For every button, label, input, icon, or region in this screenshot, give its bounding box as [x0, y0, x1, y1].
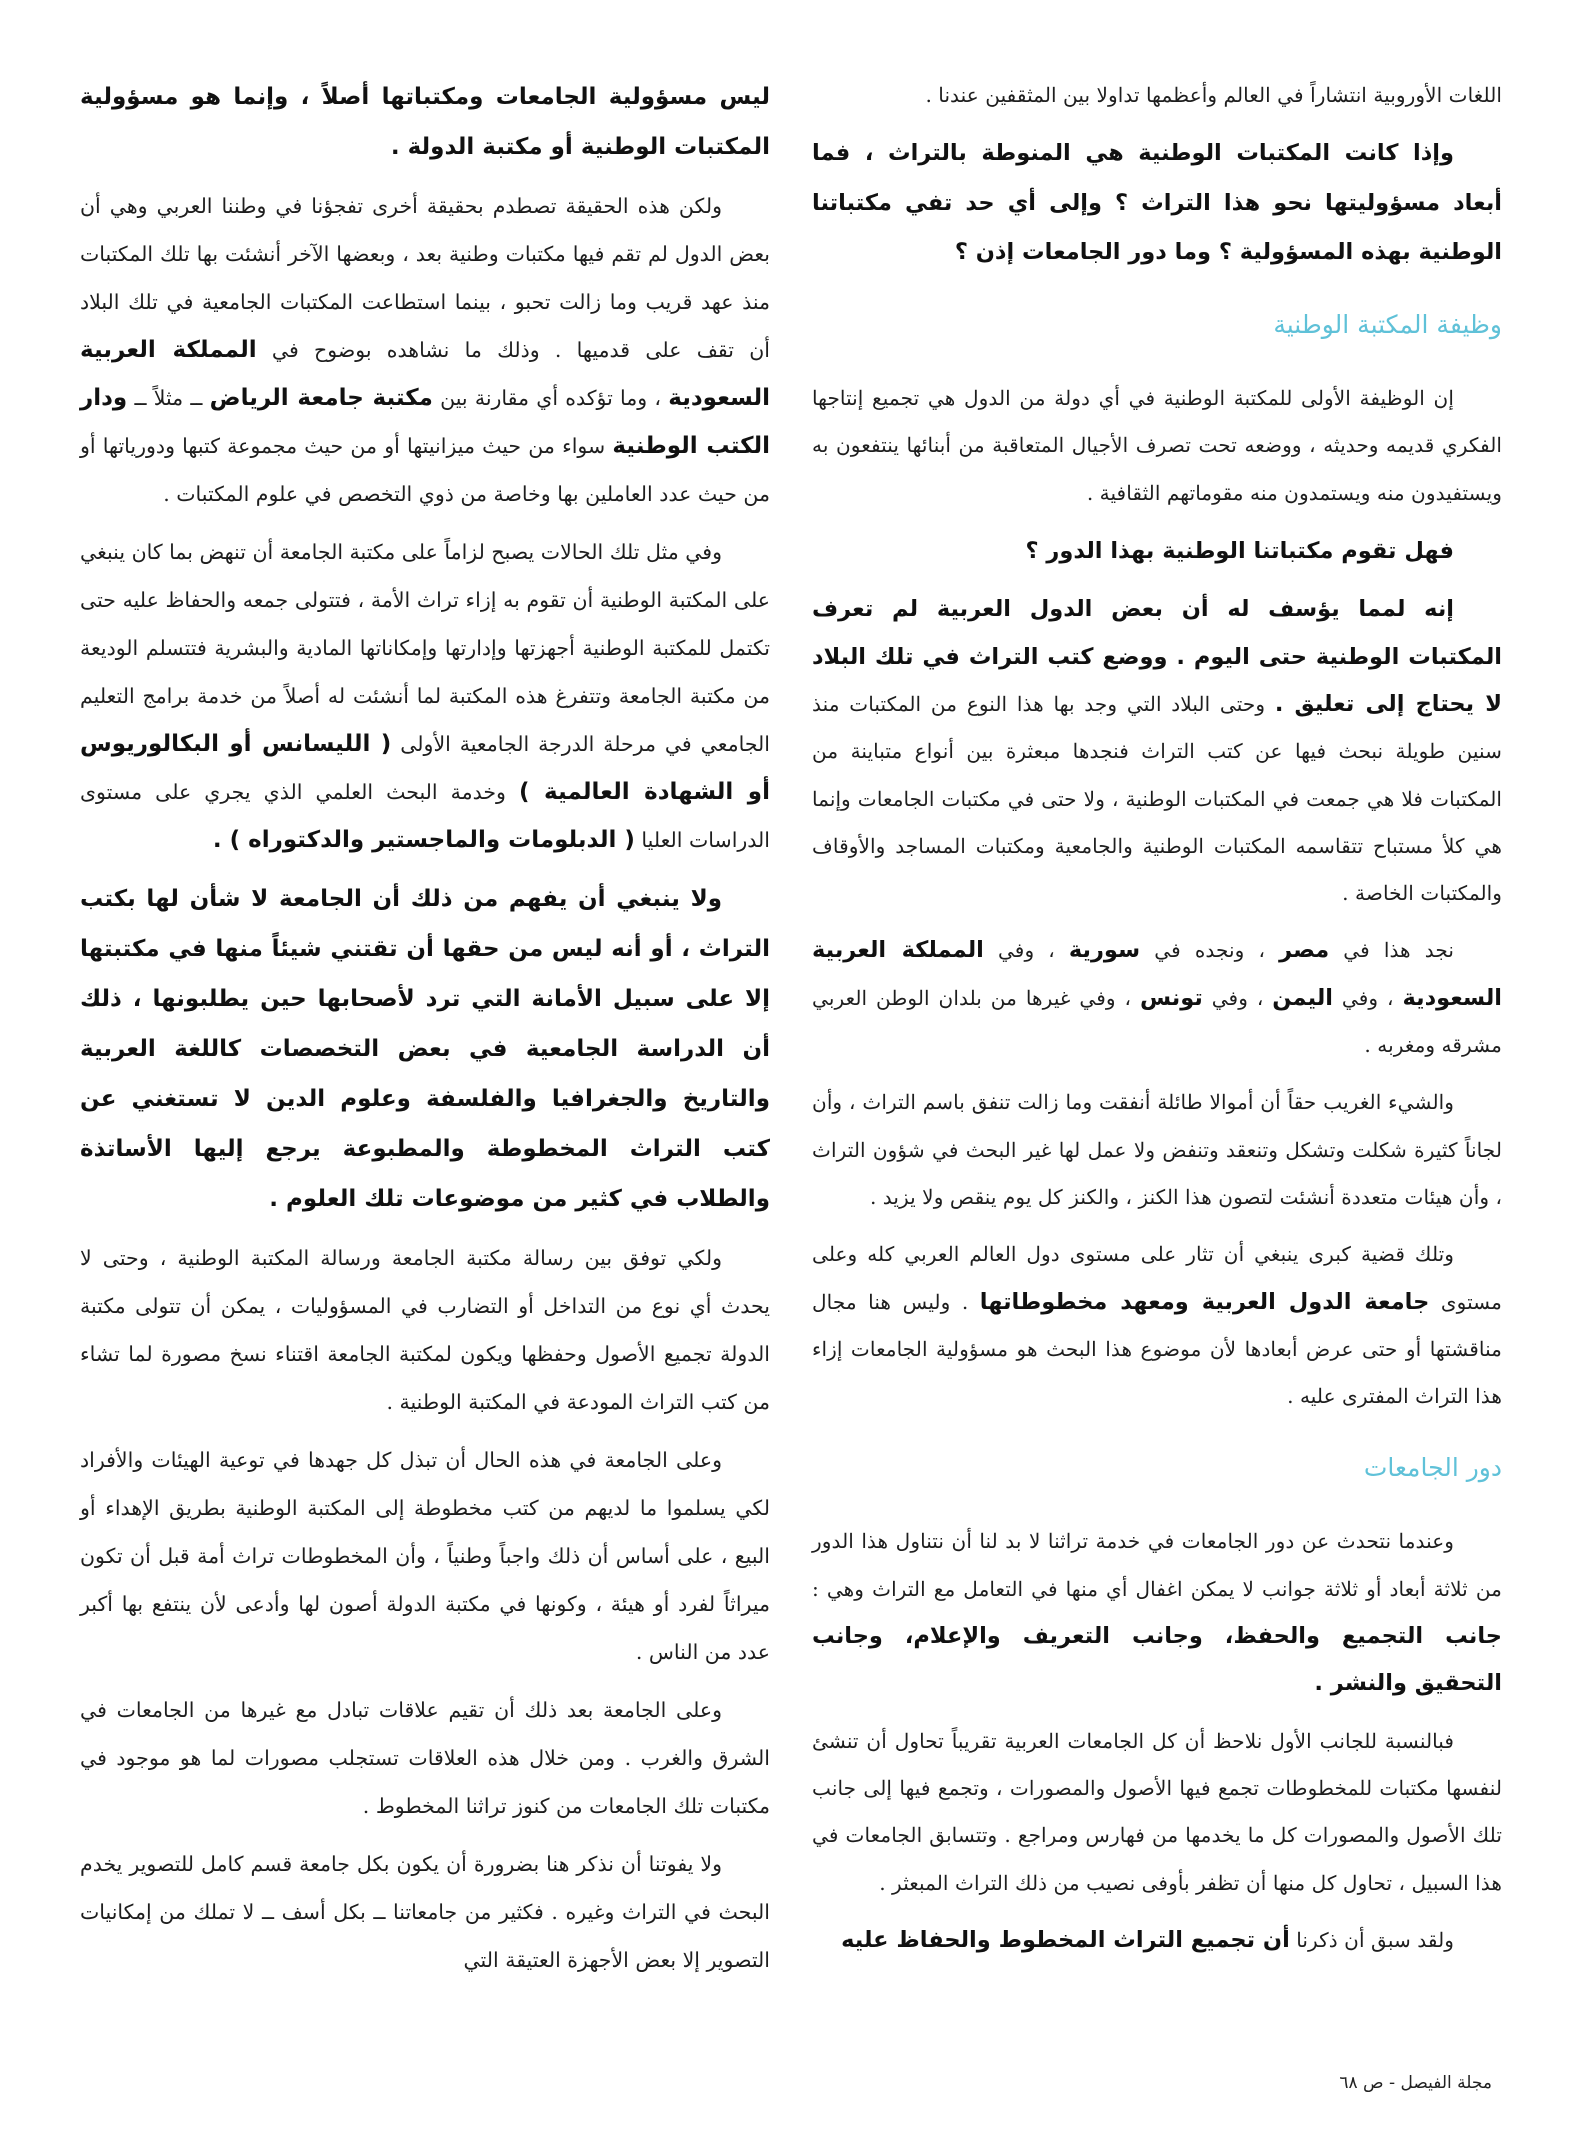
text: ولقد سبق أن ذكرنا [1289, 1927, 1454, 1952]
text: وخدمة البحث العلمي الذي يجري على مستوى الدراسات العليا [80, 780, 770, 852]
question-paragraph: فهل تقوم مكتباتنا الوطنية بهذا الدور ؟ [1025, 538, 1454, 565]
text: وعندما نتحدث عن دور الجامعات في خدمة تراثنا لا بد لنا أن نتناول هذا الدور من ثلاثة أبعاد أو ثلاثة جوانب لا يمكن اغفال أي منها في التعامل مع التراث وهي : [812, 1529, 1502, 1601]
question-paragraph: وإذا كانت المكتبات الوطنية هي المنوطة بالتراث ، فما أبعاد مسؤوليتها نحو هذا التراث ؟ وإلى أي حد تفي مكتباتنا الوطنية بهذه المسؤولية ؟ وما دور الجامعات إذن ؟ [812, 140, 1502, 265]
bold-text: جانب التجميع والحفظ، وجانب التعريف والإعلام، وجانب التحقيق والنشر . [812, 1623, 1502, 1697]
paragraph [812, 927, 1502, 1069]
bold-text: مصر [1279, 937, 1330, 964]
text: ، وفي [1332, 985, 1403, 1010]
bold-text: أن تجميع التراث المخطوط والحفاظ عليه [841, 1926, 1290, 1953]
paragraph: فبالنسبة للجانب الأول نلاحظ أن كل الجامعات العربية تقريباً تحاول أن تنشئ لنفسها مكتبات للمخطوطات تجمع فيها الأصول والمصورات ، وتجمع فيها إلى جانب تلك الأصول والمصورات كل ما يخدمها من فهارس ومراجع . وتتسابق الجامعات في هذا السبيل ، تحاول كل منها أن تظفر بأوفى نصيب من ذلك التراث المبعثر . [812, 1728, 1502, 1895]
paragraph [80, 528, 770, 864]
text: ، وفي [1202, 985, 1273, 1010]
paragraph: اللغات الأوروبية انتشاراً في العالم وأعظمها تداولا بين المثقفين عندنا . [925, 83, 1502, 107]
text: ــ مثلاً ــ [127, 386, 210, 410]
paragraph [812, 586, 1502, 917]
page-footer: مجلة الفيصل - ص ٦٨ [1339, 2073, 1492, 2093]
text: ، وما تؤكده أي مقارنة بين [432, 386, 669, 410]
text: ، وفي غيرها من بلدان الوطن العربي مشرقه ومغربه . [812, 985, 1502, 1058]
text: ، ونجده في [1140, 938, 1280, 963]
paragraph: وعلى الجامعة بعد ذلك أن تقيم علاقات تبادل مع غيرها من الجامعات في الشرق والغرب . ومن خلال هذه العلاقات تستجلب مصورات لما هو موجود في مكتبات تلك الجامعات من كنوز تراثنا المخطوط . [80, 1698, 770, 1818]
text: وفي مثل تلك الحالات يصبح لزاماً على مكتبة الجامعة أن تنهض بما كان ينبغي على المكتبة الوطنية أن تقوم به إزاء تراث الأمة ، فتتولى جمعه والحفاظ عليه حتى تكتمل للمكتبة الوطنية أجهزتها وإدارتها وإمكاناتها المادية والبشرية فتتسلم الوديعة من مكتبة الجامعة وتتفرغ هذه المكتبة لما أنشئت له أصلاً من خدمة برامج التعليم الجامعي في مرحلة الدرجة الجامعية الأولى [80, 540, 770, 756]
bold-text: اليمن [1272, 984, 1333, 1011]
text: نجد هذا في [1329, 938, 1455, 963]
text: وحتى البلاد التي وجد بها هذا النوع من المكتبات منذ سنين طويلة نبحث فيها عن كتب التراث فنجدها مبعثرة بين أنواع متباينة من المكتبات فلا هي جمعت في المكتبات الوطنية ، ولا حتى في مكتبات الجامعات وإنما هي كلأ مستباح تتقاسمه المكتبات الوطنية والجامعية ومكتبات المساجد والأوقاف والمكتبات الخاصة . [812, 691, 1502, 906]
bold-text: تونس [1139, 984, 1203, 1011]
paragraph [812, 1231, 1502, 1420]
bold-text: المملكة العربية السعودية [812, 937, 1502, 1011]
bold-text: جامعة الدول العربية ومعهد مخطوطاتها [979, 1288, 1430, 1315]
paragraph: وعلى الجامعة في هذه الحال أن تبذل كل جهدها في توعية الهيئات والأفراد لكي يسلموا ما لديهم من كتب مخطوطة إلى المكتبة الوطنية بطريق الإهداء أو البيع ، على أساس أن ذلك واجباً وطنياً ، وأن المخطوطات تراث أمة قبل أن تكون ميراثاً لفرد أو هيئة ، وكونها في مكتبة الدولة أصون لها وأدعى لأن ينتفع بها أكبر عدد من الناس . [80, 1448, 770, 1664]
text: سواء من حيث ميزانيتها أو من حيث مجموعة كتبها ودورياتها أو من حيث عدد العاملين بها وخاصة من ذوي التخصص في علوم المكتبات . [80, 434, 770, 506]
section-heading: وظيفة المكتبة الوطنية [1273, 310, 1502, 340]
bold-paragraph: ولا ينبغي أن يفهم من ذلك أن الجامعة لا شأن لها بكتب التراث ، أو أنه ليس من حقها أن تقتني شيئاً منها في مكتبتها إلا على سبيل الأمانة التي ترد لأصحابها حين يطلبونها ، ذلك أن الدراسة الجامعية في بعض التخصصات كاللغة العربية والتاريخ والجغرافيا والفلسفة وعلوم الدين لا تستغني عن كتب التراث المخطوطة والمطبوعة يرجع إليها الأساتذة والطلاب في كثير من موضوعات تلك العلوم . [80, 886, 770, 1212]
paragraph [812, 1917, 1502, 1964]
paragraph: ولا يفوتنا أن نذكر هنا بضرورة أن يكون بكل جامعة قسم كامل للتصوير يخدم البحث في التراث وغيره . فكثير من جامعاتنا ــ بكل أسف ــ لا تملك من إمكانيات التصوير إلا بعض الأجهزة العتيقة التي [80, 1852, 770, 1972]
paragraph [812, 1518, 1502, 1707]
left-column [80, 72, 770, 1994]
bold-text: إنه لمما يؤسف له أن بعض الدول العربية لم تعرف المكتبات الوطنية حتى اليوم . ووضع كتب التراث في تلك البلاد لا يحتاج إلى تعليق . [812, 596, 1503, 717]
text: ولكن هذه الحقيقة تصطدم بحقيقة أخرى تفجؤنا في وطننا العربي وهي أن بعض الدول لم تقم فيها مكتبات وطنية بعد ، وبعضها الآخر أنشئت بها تلك المكتبات منذ عهد قريب وما زالت تحبو ، بينما استطاعت المكتبات الجامعية في تلك البلاد أن تقف على قدميها . وذلك ما نشاهده بوضوح في [80, 194, 770, 362]
text: وتلك قضية كبرى ينبغي أن تثار على مستوى دول العالم العربي كله وعلى مستوى [812, 1242, 1502, 1314]
bold-text: المملكة العربية السعودية [80, 337, 770, 411]
bold-text: ودار الكتب الوطنية [80, 385, 771, 459]
paragraph: إن الوظيفة الأولى للمكتبة الوطنية في أي دولة من الدول هي تجميع إنتاجها الفكري قديمه وحديثه ، ووضعه تحت تصرف الأجيال المتعاقبة من أبنائها ينتفعون به ويستفيدون منه ويستمدون منه مقوماتهم الثقافية . [812, 386, 1502, 505]
bold-paragraph: ليس مسؤولية الجامعات ومكتباتها أصلاً ، وإنما هو مسؤولية المكتبات الوطنية أو مكتبة الدولة . [80, 84, 770, 160]
paragraph: والشيء الغريب حقاً أن أموالا طائلة أنفقت وما زالت تنفق باسم التراث ، وأن لجاناً كثيرة شكلت وتشكل وتنعقد وتنفض ولا عمل لها غير البحث في شؤون التراث ، وأن هيئات متعددة أنشئت لتصون هذا الكنز ، والكنز كل يوم ينقص ولا يزيد . [812, 1090, 1502, 1209]
section-heading: دور الجامعات [1363, 1453, 1502, 1483]
paragraph: ولكي توفق بين رسالة مكتبة الجامعة ورسالة المكتبة الوطنية ، وحتى لا يحدث أي نوع من التداخل أو التضارب في المسؤوليات ، يمكن أن تتولى مكتبة الدولة تجميع الأصول وحفظها ويكون لمكتبة الجامعة اقتناء نسخ مصورة لما تشاء من كتب التراث المودعة في المكتبة الوطنية . [80, 1246, 770, 1414]
bold-text: ( الدبلومات والماجستير والدكتوراه ) . [212, 827, 635, 853]
bold-text: ( الليسانس أو البكالوريوس أو الشهادة العالمية ) [80, 731, 770, 805]
text: . وليس هنا مجال مناقشتها أو حتى عرض أبعادها لأن موضوع هذا البحث هو مسؤولية الجامعات إزاء هذا التراث المفترى عليه . [812, 1289, 1502, 1409]
paragraph [80, 182, 770, 518]
bold-text: مكتبة جامعة الرياض [209, 385, 433, 411]
bold-text: سورية [1068, 937, 1141, 964]
text: ، وفي [983, 938, 1069, 963]
right-column [812, 72, 1502, 1974]
